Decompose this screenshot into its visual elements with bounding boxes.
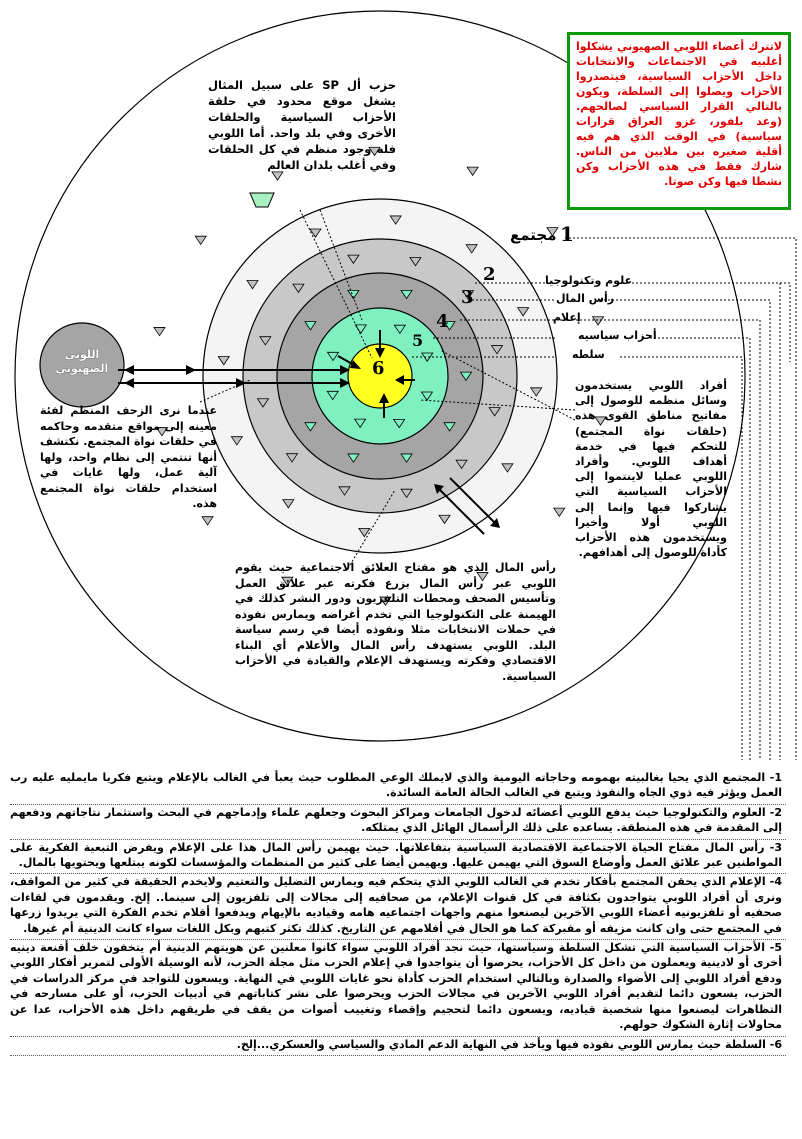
- label-science: علوم وتكنولوجيا: [545, 274, 633, 287]
- label-capital: رأس المال: [556, 292, 615, 305]
- ring-number-1: 1: [560, 222, 574, 246]
- lobby-circle-label: [46, 348, 118, 376]
- ring-number-5: 5: [412, 331, 424, 350]
- capital-note: رأس المال الذي هو مفتاح العلائق الاجتماعية حيث يقوم اللوبي عبر رأس المال بزرع فكرته عبر علائق العمل وتأسيس الصحف ومحطات التلفزيون ودور النشر كذلك في الهيمنة على التكنولوجيا التي تخدم أغراضه ويمارس نفوذه في حملات الانتخابات مثلا ونفوذه أيضا في رسم سياسة البلد. اللوبي يستهدف رأس المال والأعلام أي البناء الاقتصادي وفكرته ويستهدف الإعلام والقيادة في الأحزاب السياسية.: [235, 561, 556, 683]
- ring-number-2: 2: [483, 264, 496, 285]
- ring-number-6: 6: [372, 358, 385, 379]
- legend-item-2: 2- العلوم والتكنولوجيا حيث يدفع اللوبي أعضائه لدخول الجامعات ومراكز البحوث وجعلهم علماء وإدماجهم في البحث واستثمار نتاجاتهم ودفعهم إلى المقدمة في هذه المنطقة. يساعده على ذلك الرأسمال الهائل الذي يمتلكه.: [10, 805, 786, 840]
- warning-box: لاتترك أعضاء اللوبي الصهيوني يشكلوا أغلبيه في الاجتماعات والانتخابات داخل الأحزاب السياسية، فيتصدروا الأحزاب ويصلوا إلى السلطة، ويكون بالتالي القرار السياسي لصالحهم. (وعد بلفور، غزو العراق قرارات سياسية) في الوقت الذي هم فيه أقلية صغيره بين ملايين من الناس. شارك فقط في هذه الأحزاب وكن نشطا فيها وكن صوتا.: [567, 32, 791, 210]
- ring-number-4: 4: [436, 311, 449, 332]
- ring-number-3: 3: [461, 287, 474, 308]
- legend-item-6: 6- السلطة حيث يمارس اللوبي نفوذه فيها ويأخذ في النهاية الدعم المادي والسياسي والعسكري...إلخ.: [10, 1037, 786, 1056]
- legend-item-5: 5- الأحزاب السياسية التي تشكل السلطة وسياستها، حيث نجد أفراد اللوبي سواء كانوا معلنين عن هويتهم الدينية أم يتخفون خلف أقنعة دينيه أخرى أو لادينية ويعملون من داخل كل الأحزاب، يحرصوا أن يتواجدوا في إعلام الحزب مثل مجلة الحزب، لأنه الوسيلة الأولى لتمرير أفكار اللوبي ودفع أفراد اللوبي إلى الأضواء والصدارة وبالتالي استخدام الحزب كأداة نحو غايات اللوبي في النهاية. ويسعون للتواجد في مركز الدراسات في الحزب، يسعون دائما لتقديم أفراد اللوبي الآخرين في مجالات الحزب ويحرصوا على نشر كتاباتهم في أدبيات الحزب، أو على مسارحه في التظاهرات ليصنعوا منها شخصية قياديه، ويسعون دائما لتحجيم وإقصاء وتغييب أصوات من يقف في طريقهم داخل هذه الأحزاب، عدا عن محاولات إثارة الشكوك حولهم.: [10, 940, 786, 1036]
- legend-list: [10, 770, 786, 1056]
- sp-party-note: حزب أل SP على سبيل المثال يشغل موقع محدود في حلقة الأحزاب السياسية والحلقات الأخرى وفي بلد واحد. أما اللوبي فله وجود منظم في كل الحلقات وفي أغلب بلدان العالم: [208, 78, 396, 172]
- legend-item-3: 3- رأس المال مفتاح الحياة الاجتماعية الاقتصادية السياسية بتفاعلاتها. حيث يهيمن رأس المال هذا على الإعلام ويفرض التبعية الفكرية على المواطنين عبر علائق العمل وأوضاع السوق التي يهيمن عليها. ويهيمن أيضا على كثير من المنظمات والمؤسسات لكونه يبتلعها ويحتويها بالمال.: [10, 840, 786, 875]
- legend-item-4: 4- الإعلام الذي يحقن المجتمع بأفكار تخدم في الغالب اللوبي الذي يتحكم فيه ويمارس التضليل والتعتيم ولايخدم الحقيقة في كثير من المواقف، ونرى أن أفراد اللوبي يتواجدون بكثافة في كل قنوات الإعلام، من صحافيه إلى مجالات إلى تلفزيون إلى سينما.. إلخ. ويقدمون في لقاءات صحفيه أو تلفزيونيه أعضاء اللوبي الآخرين ليصنعوا منهم واجهات اجتماعيه هامه وقياديه بالإيهام ويدفعوا أقلام تخدم الفكرة التي يريدوا زرعها في المجتمع حتى وان كانت مزيفه أو مفبركة كما هو الحال في أفلامهم عن التاريخ. كذلك تكثر كتبهم وبكل اللغات سواء كانت الدينية أم غيرها.: [10, 874, 786, 940]
- lobby-label-line1: اللوبي: [64, 348, 100, 361]
- lobby-members-note: أفراد اللوبي يستخدمون وسائل منظمه للوصول إلى مفاتيح مناطق القوى هذه (حلقات نواة المجتمع) للتحكم فيها في خدمة أهداف اللوبي. وأفراد اللوبي عمليا لاينتموا إلى الأحزاب السياسية التي يشاركوا فيها وإنما إلى اللوبي أولا وأخيرا ويستخدمون هذه الأحزاب كأداة للوصول إلى أهدافهم.: [575, 379, 727, 560]
- lobby-label-line2: الصهيوني: [55, 362, 109, 375]
- label-authority: سلطه: [572, 348, 605, 361]
- label-parties: أحزاب سياسيه: [578, 329, 657, 342]
- lobby-infiltration-note: عندما نرى الزحف المنظم لفئة معينه إلى مواقع متقدمه وحاكمه في حلقات نواة المجتمع. نكتشف أنها تنتمي إلى نظام واحد، ولها آلية عمل، ولها غايات في استخدام حلقات نواة المجتمع هذه.: [40, 404, 217, 510]
- legend-item-1: 1- المجتمع الذي يحيا بغالبيته بهمومه وحاجاته اليومية والذي لايملك الوعي المطلوب حيث يعبأ في الغالب بالإعلام ويتبع فكريا مايمليه عليه رب العمل ويؤثر فيه ذوي الجاه والنفوذ ويتبع في الغالب الحالة العامة السائدة.: [10, 770, 786, 805]
- label-media: إعلام: [553, 311, 581, 324]
- ring-name-society: مجتمع: [510, 226, 557, 244]
